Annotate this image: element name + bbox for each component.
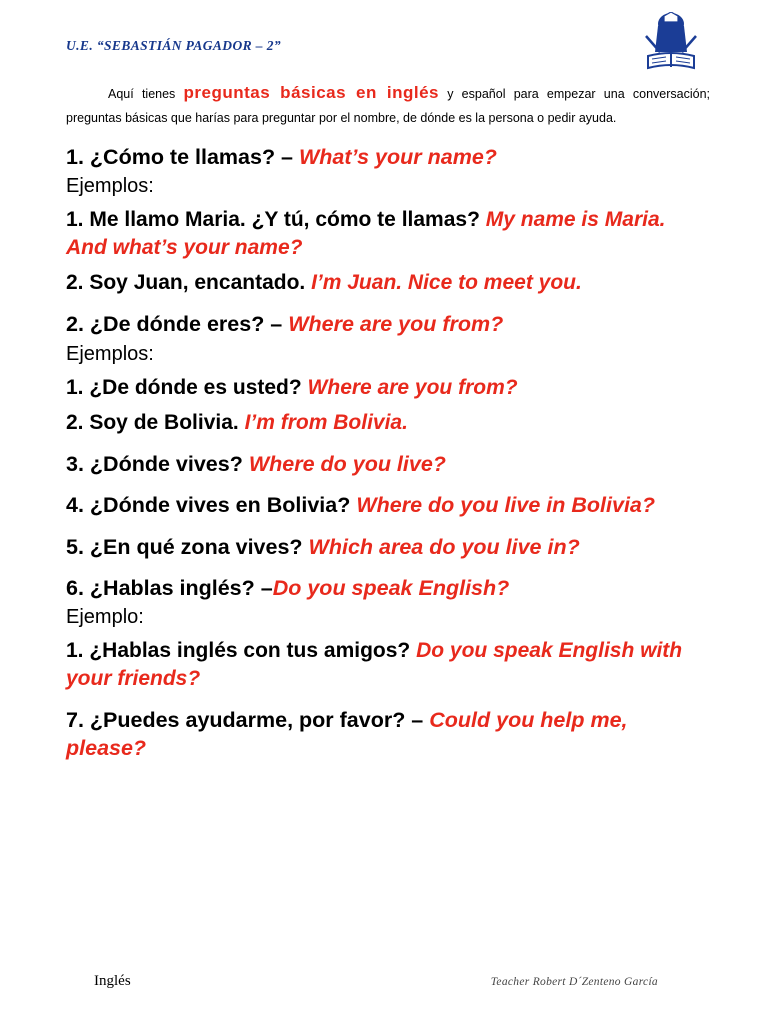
- example-line: [66, 206, 710, 261]
- question-line: [66, 450, 710, 478]
- intro-highlight: preguntas básicas en inglés: [183, 83, 439, 102]
- qa-block: [66, 706, 710, 763]
- examples-label: Ejemplos:: [66, 342, 154, 365]
- examples-label: Ejemplos:: [66, 175, 154, 197]
- school-name: U.E. “SEBASTIÁN PAGADOR – 2”: [66, 38, 281, 53]
- document-footer: [66, 966, 710, 990]
- example-spanish: 1. ¿De dónde es usted?: [66, 375, 308, 399]
- question-line: [66, 574, 710, 602]
- qa-block: [66, 574, 710, 693]
- example-line: [66, 269, 710, 297]
- question-english: Where do you live?: [248, 451, 446, 476]
- intro-paragraph: [66, 78, 710, 130]
- question-spanish: 1. ¿Cómo te llamas? –: [66, 144, 299, 169]
- question-spanish: 4. ¿Dónde vives en Bolivia?: [66, 493, 357, 518]
- question-english: Do you speak English?: [272, 576, 510, 601]
- question-english: Could you help me, please?: [66, 707, 628, 761]
- question-spanish: 7. ¿Puedes ayudarme, por favor? –: [66, 707, 430, 732]
- question-line: [66, 706, 710, 763]
- example-english: I’m from Bolivia.: [244, 411, 408, 435]
- footer-subject: Inglés: [94, 973, 131, 989]
- example-spanish: 1. ¿Hablas inglés con tus amigos?: [66, 639, 417, 663]
- example-spanish: 2. Soy de Bolivia.: [66, 411, 245, 435]
- footer-signature: Teacher Robert D´Zenteno García: [490, 976, 658, 988]
- document-header: [66, 28, 710, 74]
- example-english: My name is Maria. And what’s your name?: [66, 208, 666, 259]
- example-english: I’m Juan. Nice to meet you.: [311, 271, 582, 295]
- question-english: What’s your name?: [298, 144, 497, 169]
- qa-block: [66, 143, 710, 298]
- qa-block: [66, 533, 710, 561]
- example-line: [66, 409, 710, 437]
- example-spanish: 1. Me llamo Maria. ¿Y tú, cómo te llamas?: [66, 208, 486, 231]
- example-line: [66, 374, 710, 402]
- question-line: [66, 533, 710, 561]
- question-english: Where do you live in Bolivia?: [356, 493, 656, 518]
- qa-block: [66, 310, 710, 437]
- qa-block: [66, 450, 710, 478]
- question-spanish: 2. ¿De dónde eres? –: [66, 312, 289, 337]
- question-english: Where are you from?: [288, 312, 504, 337]
- intro-text-before: Aquí tienes: [108, 87, 184, 101]
- question-spanish: 5. ¿En qué zona vives?: [66, 534, 309, 559]
- question-spanish: 6. ¿Hablas inglés? –: [66, 576, 273, 601]
- question-spanish: 3. ¿Dónde vives?: [66, 451, 249, 476]
- question-line: [66, 491, 710, 519]
- school-crest-icon: [638, 12, 704, 76]
- intro-text-after: y español para empezar una conversación; preguntas básicas que harías para preguntar por el nombre, de dónde es la persona o pedir ayuda.: [66, 87, 710, 125]
- example-english: Do you speak English with your friends?: [66, 639, 683, 691]
- example-english: Where are you from?: [307, 375, 518, 399]
- question-line: [66, 143, 710, 171]
- qa-block: [66, 491, 710, 519]
- example-line: [66, 637, 710, 692]
- question-english: Which area do you live in?: [308, 534, 580, 559]
- examples-label: Ejemplo:: [66, 606, 144, 629]
- example-spanish: 2. Soy Juan, encantado.: [66, 271, 312, 295]
- question-line: [66, 310, 710, 338]
